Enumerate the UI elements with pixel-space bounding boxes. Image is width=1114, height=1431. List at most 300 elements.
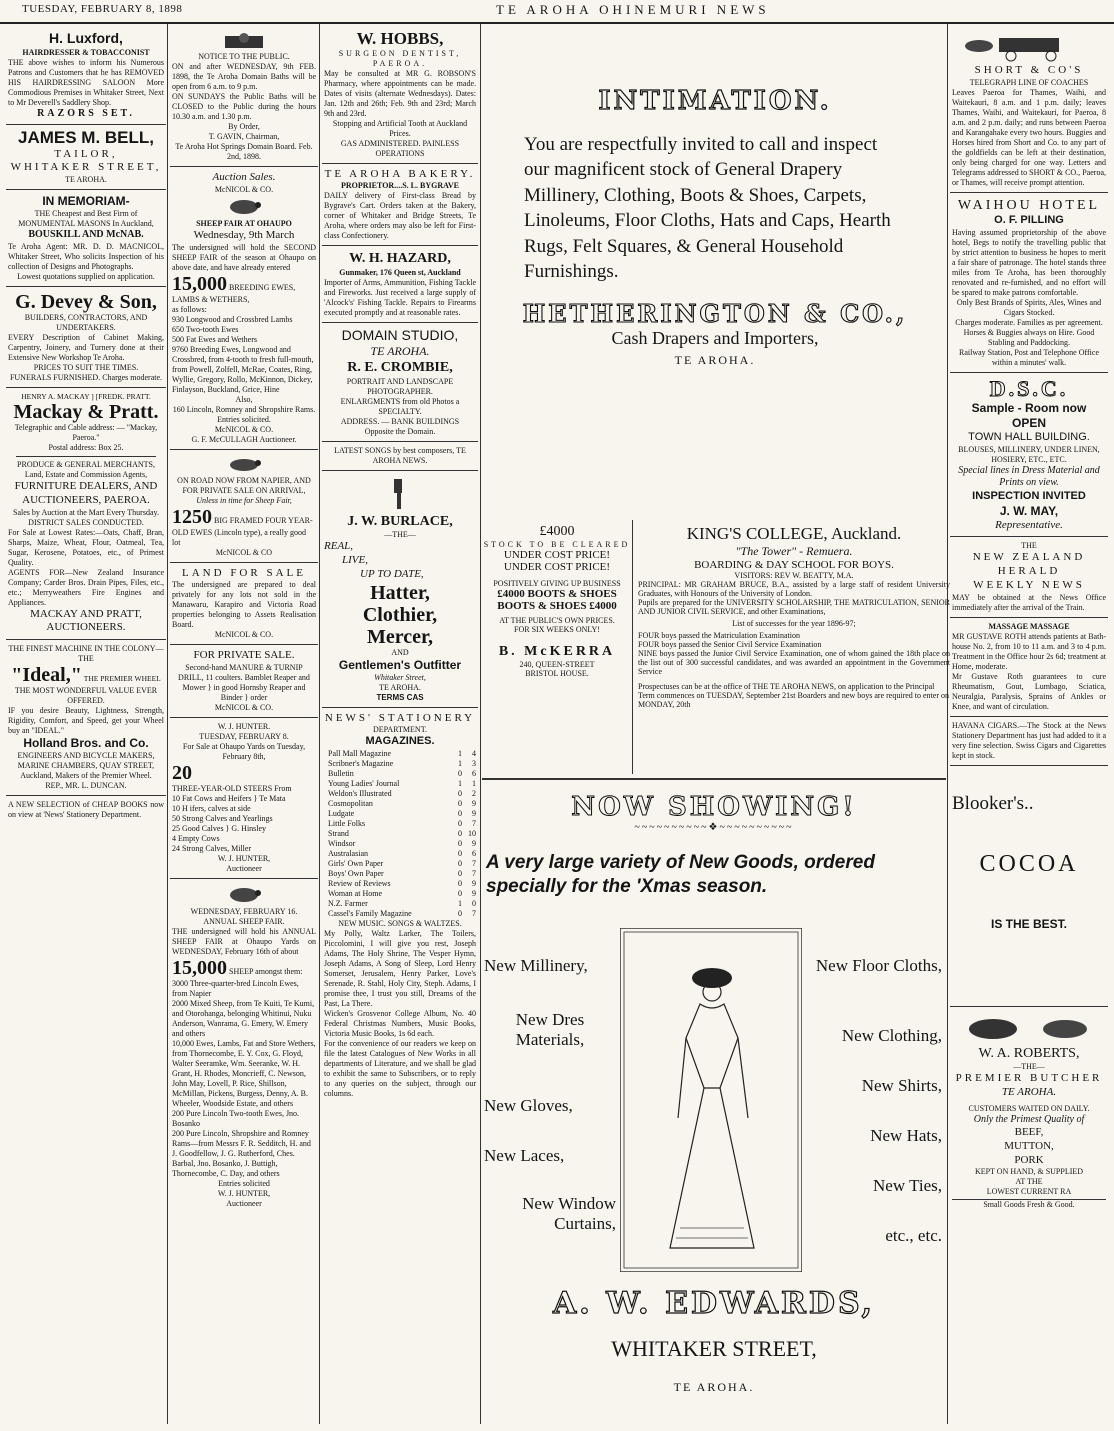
showing-right-item: New Floor Cloths,	[815, 956, 942, 975]
showing-left-item: New Window Curtains,	[522, 1194, 616, 1234]
studio-enl: ENLARGMENTS from old Photos a SPECIALTY.	[340, 396, 460, 416]
hobbs-stopping: Stopping and Artificial Tooth at Auckland Prices.	[332, 118, 468, 138]
ideal-bicycle-ad	[6, 640, 166, 796]
ideal-name: "Ideal,"	[11, 664, 82, 687]
magazine-pence: 7	[472, 909, 476, 919]
intimation-firm: HETHERINGTON & CO.,	[522, 298, 908, 328]
hazard-name: W. H. HAZARD,	[349, 251, 451, 267]
studio-role: PORTRAIT AND LANDSCAPE PHOTOGRAPHER.	[346, 376, 454, 396]
hobbs-name: W. HOBBS,	[356, 29, 444, 48]
baths-notice	[170, 26, 318, 167]
hunter-item: 24 Strong Calves, Miller	[172, 844, 252, 853]
magazine-title: Review of Reviews	[328, 879, 391, 889]
herald-the: THE	[1021, 541, 1037, 551]
magazine-row	[328, 889, 476, 899]
stock-house: BRISTOL HOUSE.	[525, 669, 589, 678]
stock-amount: £4000	[539, 524, 575, 539]
roberts-kept: KEPT ON HAND, & SUPPLIED	[974, 1167, 1084, 1177]
blooker-best: IS THE BEST.	[990, 916, 1067, 931]
kings-title: KING'S COLLEGE, Auckland.	[686, 524, 902, 543]
auction-title: Auction Sales.	[212, 171, 276, 183]
ideal-firmtext: ENGINEERS AND BICYCLE MAKERS, MARINE CHAMBERS, QUAY STREET, Auckland, Makers of the Premier Wheel.	[17, 751, 155, 781]
magazine-pence: 4	[472, 749, 476, 759]
column-2	[170, 26, 318, 1422]
magazine-row	[328, 869, 476, 879]
dsc-sample: Sample - Room now	[971, 401, 1087, 416]
kings-s2: FOUR boys passed the Senior Civil Service Examination	[638, 640, 822, 649]
magazine-row	[328, 809, 476, 819]
mackay-auctioneers: AUCTIONEERS, PAEROA.	[22, 493, 150, 506]
hazard-ad	[322, 246, 478, 323]
lady-illustration	[620, 928, 802, 1272]
land-text: The undersigned are prepared to deal privately for any lots not sold in the Manawaru, Karapiro and Victoria Road properties belonging to Assets Realisation Board.	[172, 580, 316, 630]
land-firm: McNICOL & CO.	[214, 630, 274, 640]
notice-order: By Order,	[228, 122, 260, 131]
waihou-brands: Only Best Brands of Spirits, Ales, Wines and Cigars Stocked.	[956, 298, 1102, 317]
stock-addr: 240, QUEEN-STREET	[519, 660, 595, 669]
roberts-only: Only the Primest Quality of	[973, 1113, 1085, 1125]
stock-under2: UNDER COST PRICE!	[503, 561, 611, 573]
stationery-title: NEWS' STATIONERY	[324, 711, 476, 724]
magazine-list	[324, 749, 476, 919]
hunter-item: 10 H ifers, calves at side	[172, 804, 251, 813]
burlace-clothier: Clothier,	[362, 603, 438, 626]
hobbs-gas: GAS ADMINISTERED. PAINLESS OPERATIONS	[340, 138, 460, 158]
magazine-shillings: 1	[458, 779, 462, 789]
magazine-shillings: 0	[458, 769, 462, 779]
bell-name: JAMES M. BELL,	[17, 128, 154, 147]
massage-title: MASSAGE MASSAGE	[988, 621, 1070, 631]
annual-sign: W. J. HUNTER,	[217, 1189, 271, 1198]
magazine-title: Pall Mall Magazine	[328, 749, 392, 759]
bakery-title: TE AROHA BAKERY.	[324, 167, 476, 180]
stationery-dept: DEPARTMENT.	[373, 725, 427, 735]
sheepfair-item: 9760 Breeding Ewes, Longwood and Crossbred, from 4-tooth to fresh full-mouth, from Powell, Zolfell, McRae, Coates, Ring, Wyllie, Gregory, Rollo, McKinnon, Dickey, Finlayson, Buckland, Grice, Hine	[172, 344, 314, 394]
dsc-ad	[950, 373, 1108, 537]
dsc-insp: INSPECTION INVITED	[972, 489, 1086, 502]
annual-item: 3000 Three-quarter-bred Lincoln Ewes, from Napier	[172, 979, 299, 998]
studio-ad	[322, 323, 478, 442]
hunter-date: TUESDAY, FEBRUARY 8.	[199, 732, 289, 741]
short-coaches-ad	[950, 26, 1108, 193]
magazine-shillings: 0	[458, 799, 462, 809]
dsc-title: D.S.C.	[989, 376, 1069, 401]
burlace-ad	[322, 471, 478, 708]
magazine-row	[328, 829, 476, 839]
burlace-real: REAL,	[324, 540, 354, 553]
column-rule	[480, 24, 481, 1424]
magazine-pence: 9	[472, 889, 476, 899]
devey-prices: PRICES TO SUIT THE TIMES.	[33, 362, 139, 372]
column-1	[6, 26, 166, 1422]
roberts-mutton: MUTTON,	[1004, 1139, 1054, 1152]
coach-icon	[959, 32, 1099, 62]
mackay-footer: MACKAY AND PRATT, AUCTIONEERS.	[30, 607, 142, 634]
kings-prospectus: Prospectuses can be at the office of THE TE AROHA NEWS, on application to the Principal	[638, 682, 935, 691]
waihou-hotel-ad	[950, 193, 1108, 373]
memoriam-firm: BOUSKILL AND McNAB.	[28, 229, 144, 241]
magazine-title: Cassel's Family Magazine	[328, 909, 412, 919]
hunter-count: 20	[172, 762, 192, 784]
roberts-town: TE AROHA.	[1001, 1085, 1057, 1098]
memoriam-text: THE Cheapest and Best Firm of MONUMENTAL MASONS In Auckland,	[18, 209, 154, 229]
magazine-shillings: 0	[458, 819, 462, 829]
waihou-title: WAIHOU HOTEL	[957, 197, 1101, 213]
roberts-title: PREMIER BUTCHER	[955, 1072, 1103, 1085]
luxford-trade: HAIRDRESSER & TOBACCONIST	[22, 47, 150, 57]
sheepfair-firm: McNICOL & CO.	[214, 424, 274, 434]
magazine-shillings: 0	[458, 879, 462, 889]
showing-town: TE AROHA.	[673, 1380, 755, 1394]
herald-ad	[950, 537, 1108, 617]
burlace-mercer: Mercer,	[366, 625, 434, 648]
stationery-ad	[322, 708, 478, 1104]
devey-trades: BUILDERS, CONTRACTORS, AND UNDERTAKERS.	[24, 312, 148, 332]
stock-clearance-ad	[482, 520, 633, 774]
stationery-musictext: My Polly, Waltz Larker, The Toilers, Piccolomini, I will give you rest, Joseph Adams, The Holy Shrine, The Vesper Hymn, Joseph Adams, A Song of Sleep, Lord Henry Somerset, Jerusalem, Henry Parker, Love's Serenade, R. Stahl, Holy City, Steph. Adams, I promise thee, I trust you still, Dreams of the Past, La There.	[324, 929, 476, 1009]
showing-title: NOW SHOWING!	[571, 792, 857, 822]
bakery-ad	[322, 164, 478, 247]
intimation-ad	[484, 28, 946, 514]
hunter-item: 4 Empty Cows	[172, 834, 220, 843]
massage-cure: Mr Gustave Roth guarantees to cure Rheumatism, Gout, Lumbago, Sciatica, Neuralgia, Paralysis, Sprains of Ankles or Knee, and want of circulation.	[952, 671, 1106, 711]
devey-ad	[6, 287, 166, 388]
blooker-ad	[950, 766, 1108, 1007]
magazine-pence: 7	[472, 869, 476, 879]
mackay-forsale: For Sale at Lowest Rates:—Oats, Chaff, Bran, Sharps, Maize, Wheat, Flour, Oatmeal, Tea, Sugar, Kerosene, Potatoes, etc., of Primest Quality.	[8, 527, 164, 567]
magazine-title: Girls' Own Paper	[328, 859, 384, 869]
roberts-butcher-ad	[950, 1007, 1108, 1215]
showing-left-item: New Laces,	[484, 1146, 565, 1165]
sheep-icon	[224, 456, 264, 474]
magazine-title: Woman at Home	[328, 889, 383, 899]
bakery-prop: PROPRIETOR....S. L. BYGRAVE	[341, 181, 459, 191]
devey-name: G. Devey & Son,	[15, 290, 157, 313]
magazine-row	[328, 899, 476, 909]
waihou-name: O. F. PILLING	[994, 214, 1064, 227]
showing-tag: A very large variety of New Goods, ordered specially for the 'Xmas season.	[486, 852, 875, 897]
mackay-postal: Postal address: Box 25.	[48, 443, 124, 453]
auction-sales	[170, 167, 318, 450]
massage-text: MR GUSTAVE ROTH attends patients at Bath-house No. 2, from 10 to 11 a.m. and 3 to 4 p.m. Treatment in the Office hour 2s 6d; treatment at Home, moderate.	[952, 631, 1106, 671]
magazine-pence: 0	[472, 899, 476, 909]
devey-funerals: FUNERALS FURNISHED. Charges moderate.	[9, 372, 163, 382]
auction-firm: McNICOL & CO.	[214, 184, 274, 194]
hobbs-text: May be consulted at MR G. ROBSON'S Pharmacy, where appointments can be made. Dates of visits (alternate Wednesdays). Dates: Jan. 12th and 26th; Feb. 9th and 23rd; March 9th and 23rd.	[324, 68, 476, 118]
memoriam-agent: Te Aroha Agent: MR. D. D. MACNICOL, Whitaker Street, Who solicits Inspection of his collection of Designs and Photographs.	[8, 241, 164, 271]
stock-firm: B. McKERRA	[498, 644, 616, 659]
magazine-title: Bulletin	[328, 769, 354, 779]
waihou-railway: Railway Station, Post and Telephone Office within a minutes' walk.	[958, 348, 1099, 367]
showing-right-item: New Shirts,	[861, 1076, 942, 1095]
private-sale-ad	[170, 645, 318, 718]
kings-principal: PRINCIPAL: MR GRAHAM BRUCE, B.A., assisted by a large staff of resident University Graduates, with Honours of the University of London.	[638, 580, 950, 598]
luxford-text: THE above wishes to inform his Numerous Patrons and Customers that he has REMOVED HIS HAIRDRESSING SALOON More Commodious Premises in Whitaker Street, Next to Mr Deverell's Saddlery Shop.	[8, 57, 164, 107]
annual-item: 2000 Mixed Sheep, from Te Kuiti, Te Kumi, and Otorohanga, belonging Whitinui, Nuku Anderson, Wanrama, G. Emery, W. Emery and others	[172, 999, 315, 1038]
magazine-pence: 9	[472, 809, 476, 819]
studio-opp: Opposite the Domain.	[364, 426, 436, 436]
stock-positive: POSITIVELY GIVING UP BUSINESS	[493, 579, 621, 588]
havana-ad	[950, 717, 1108, 766]
magazine-title: Ludgate	[328, 809, 355, 819]
magazine-pence: 3	[472, 759, 476, 769]
magazine-title: Young Ladies' Journal	[328, 779, 400, 789]
bell-street: WHITAKER STREET,	[10, 161, 162, 174]
massage-ad	[950, 618, 1108, 717]
hobbs-title: SURGEON DENTIST, PAEROA.	[338, 48, 462, 68]
mackay-name: Mackay & Pratt.	[13, 401, 159, 424]
kings-s1: FOUR boys passed the Matriculation Examination	[638, 631, 800, 640]
hunter-item: 25 Good Calves } G. Hinsley	[172, 824, 267, 833]
magazine-row	[328, 909, 476, 919]
songs-ad	[322, 442, 478, 471]
roberts-pork: PORK	[1014, 1153, 1044, 1166]
notice-text: ON and after WEDNESDAY, 9th FEB. 1898, the Te Aroha Domain Baths will be open from 6 a.m. to 9 p.m.	[172, 62, 316, 91]
stationery-mag: MAGAZINES.	[365, 735, 435, 748]
short-title: SHORT & CO'S	[974, 64, 1084, 76]
showing-right-item: New Ties,	[873, 1176, 942, 1195]
kings-pupils: Pupils are prepared for the UNIVERSITY SCHOLARSHIP, THE MATRICULATION, SENIOR AND JUNIOR CIVIL SERVICE, and other Examinations,	[638, 598, 950, 616]
sheepfair-text: The undersigned will hold the SECOND SHEEP FAIR of the season at Ohaupo on above date, and have already entered	[172, 242, 316, 272]
magazine-title: Australasian	[328, 849, 368, 859]
blooker-name: Blooker's..	[952, 792, 1034, 814]
magazine-title: Strand	[328, 829, 349, 839]
burlace-outfitter: Gentlemen's Outfitter	[338, 657, 462, 672]
hunter-item: 50 Strong Calves and Yearlings	[172, 814, 273, 823]
magazine-shillings: 0	[458, 789, 462, 799]
stock-boots: £4000 BOOTS & SHOES BOOTS & SHOES £4000	[497, 588, 617, 612]
livestock-icon	[959, 1013, 1099, 1043]
burlace-hatter: Hatter,	[370, 581, 430, 604]
column-5	[950, 26, 1108, 1422]
napier-count: 1250	[172, 505, 212, 528]
annual-item: 200 Pure Lincoln, Shropshire and Romney Rams—from Messrs F. R. Sedditch, H. and J. Goodfellow, J. G. Rutherford, Ches. Barbal, Jno. Bosanko, J. Buttigh, Thornecombe, C. Day, and others	[172, 1129, 311, 1178]
annual-item: 10,000 Ewes, Lambs, Fat and Store Wethers, from Thornecombe, E. Y. Cox, G. Floyd, Walter Seeramke, Wm. Seeranke, W. H. Grant, H. Rhodes, Moncrieff, C. Newson, John May, Lovell, P. Rice, Shillson, McMillan, Pickens, Burgess, Denny, A. B. Wheeler, Woodside Estate, and others	[172, 1039, 316, 1108]
showing-firm: A. W. EDWARDS,	[553, 1286, 875, 1321]
sheepfair-item: 650 Two-tooth Ewes	[172, 324, 239, 334]
ideal-text: IF you desire Beauty, Lightness, Strength, Rigidity, Comfort, and Speed, get your Wheel buy an "IDEAL."	[8, 706, 164, 736]
magazine-shillings: 1	[458, 899, 462, 909]
sheepfair-auctioneer: G. F. McCULLAGH Auctioneer.	[191, 434, 297, 444]
magazine-pence: 6	[472, 769, 476, 779]
roberts-cust: CUSTOMERS WAITED ON DAILY.	[968, 1103, 1090, 1113]
dsc-name: J. W. MAY,	[999, 503, 1059, 518]
roberts-name: W. A. ROBERTS,	[978, 1045, 1080, 1061]
stationery-wickens: Wicken's Grosvenor College Album, No. 40 Federal Christmas Numbers, Music Books, Victoria Music Books, 1s 6d each.	[324, 1009, 476, 1039]
showing-right-item: etc., etc.	[885, 1226, 942, 1245]
napier-countlabel: BIG FRAMED FOUR YEAR-OLD EWES (Lincoln type), a really good lot	[172, 515, 313, 547]
crest-icon	[219, 32, 269, 50]
magazine-title: Windsor	[328, 839, 356, 849]
pointing-hand-icon	[388, 477, 412, 511]
dsc-blouses: BLOUSES, MILLINERY, UNDER LINEN, HOSIERY, ETC., ETC.	[958, 444, 1100, 464]
dsc-special: Special lines in Dress Material and Prints on view.	[958, 464, 1100, 489]
magazine-shillings: 1	[458, 759, 462, 769]
burlace-and: AND	[391, 647, 409, 657]
showing-left-item: New Millinery,	[484, 956, 588, 975]
mackay-agents: AGENTS FOR—New Zealand Insurance Company; Carder Bros. Drain Pipes, Files, etc., etc.; Merryweathers Fire Engines and Appliances.	[8, 567, 164, 607]
kings-term: Term commences on TUESDAY, September 21st Boarders and new boys are required to enter on MONDAY, 20th	[638, 691, 949, 709]
waihou-horses: Horses & Buggies always on Hire. Good Stabling and Paddocking.	[963, 328, 1095, 347]
magazine-title: Weldon's Illustrated	[328, 789, 392, 799]
annual-role: Auctioneer	[226, 1199, 262, 1208]
dsc-rep: Representative.	[995, 518, 1063, 531]
magazine-pence: 2	[472, 789, 476, 799]
magazine-pence: 7	[472, 819, 476, 829]
hunter-sign: W. J. HUNTER,	[217, 854, 271, 863]
burlace-name: J. W. BURLACE,	[347, 513, 453, 529]
sheep-icon	[224, 885, 264, 905]
intimation-title: INTIMATION.	[598, 86, 832, 116]
annual-count: 15,000	[172, 957, 227, 979]
burlace-the: —THE—	[384, 530, 416, 540]
magazine-row	[328, 759, 476, 769]
magazine-row	[328, 769, 476, 779]
ornament-divider: ~~~~~~~~~~❖~~~~~~~~~~	[634, 822, 794, 833]
magazine-row	[328, 859, 476, 869]
magazine-title: Cosmopolitan	[328, 799, 373, 809]
bell-town: TE AROHA.	[65, 175, 107, 185]
column-rule	[319, 24, 320, 1424]
magazine-shillings: 0	[458, 869, 462, 879]
roberts-small: Small Goods Fresh & Good.	[952, 1199, 1106, 1210]
luxford-name: H. Luxford,	[49, 30, 123, 46]
magazine-title: N.Z. Farmer	[328, 899, 368, 909]
studio-name: R. E. CROMBIE,	[347, 360, 453, 376]
stationery-music: NEW MUSIC. SONGS & WALTZES.	[338, 919, 462, 929]
magazine-shillings: 0	[458, 859, 462, 869]
mackay-furniture: FURNITURE DEALERS, AND	[14, 480, 158, 493]
annual-item: 200 Pure Lincoln Two-tooth Ewes, Jno. Bosanko	[172, 1109, 300, 1128]
short-text: Leaves Paeroa for Thames, Waihi, and Waitekauri, 8 a.m. and 1 p.m. daily; leaves Thames, Waihi, and Waitekauri, for Paeroa, 8 a.m. and 2 p.m. daily; and runs between Paeroa and Karangahake every two hours. Buggies and Horses hired from Short and Co. to any part of the goldfields can be left at their destination, only being charged for one way. Letters and Telegrams addressed to SHORT & CO., Paeroa, or Thames, will receive prompt attention.	[952, 87, 1106, 187]
dsc-town: TOWN HALL BUILDING.	[968, 431, 1090, 444]
sheepfair-lincoln: 160 Lincoln, Romney and Shropshire Rams.	[172, 404, 316, 414]
ideal-line2: THE MOST WONDERFUL VALUE EVER OFFERED.	[14, 686, 158, 706]
stock-line1: STOCK TO BE CLEARED	[483, 540, 631, 549]
magazine-pence: 9	[472, 839, 476, 849]
roberts-lowest: LOWEST CURRENT RA	[986, 1187, 1072, 1197]
now-showing-ad	[482, 778, 946, 1430]
burlace-terms: TERMS CAS	[376, 692, 424, 702]
books-text: A NEW SELECTION of CHEAP BOOKS now on view at 'News' Stationery Department.	[8, 800, 164, 820]
studio-addr: ADDRESS. — BANK BUILDINGS	[340, 416, 460, 426]
magazine-row	[328, 839, 476, 849]
magazine-title: Boys' Own Paper	[328, 869, 384, 879]
land-ad	[170, 563, 318, 646]
ideal-premier: THE PREMIER WHEEL	[83, 674, 161, 684]
kings-board: BOARDING & DAY SCHOOL FOR BOYS.	[694, 559, 894, 571]
hunter-name: W. J. HUNTER.	[217, 722, 271, 731]
notice-sign: T. GAVIN, Chairman,	[208, 132, 280, 141]
hobbs-ad	[322, 26, 478, 164]
issue-date: TUESDAY, FEBRUARY 8, 1898	[22, 3, 183, 15]
sheep-icon	[224, 197, 264, 217]
waihou-charges: Charges moderate. Families as per agreement.	[955, 318, 1103, 327]
burlace-town: TE AROHA.	[379, 682, 421, 692]
memoriam-ad	[6, 190, 166, 287]
hunter-item: THREE-YEAR-OLD STEERS From	[172, 784, 292, 793]
masthead: TE AROHA OHINEMURI NEWS	[496, 2, 770, 17]
roberts-at: AT THE	[1015, 1177, 1043, 1187]
napier-title: ON ROAD NOW FROM NAPIER, AND FOR PRIVATE SALE ON ARRIVAL,	[177, 475, 311, 495]
sheepfair-title: SHEEP FAIR AT OHAUPO	[196, 218, 292, 228]
column-rule	[167, 24, 168, 1424]
kings-list: List of successes for the year 1896-97;	[732, 619, 856, 628]
ideal-rep: REP., MR. L. DUNCAN.	[45, 781, 127, 791]
annual-title: ANNUAL SHEEP FAIR.	[203, 917, 285, 926]
sheepfair-date: Wednesday, 9th March	[193, 228, 295, 241]
magazine-shillings: 0	[458, 839, 462, 849]
magazine-pence: 1	[472, 779, 476, 789]
short-sub: TELEGRAPH LINE OF COACHES	[969, 77, 1089, 87]
mackay-partners: HENRY A. MACKAY ] [FREDK. PRATT.	[21, 391, 151, 401]
magazine-shillings: 1	[458, 749, 462, 759]
magazine-shillings: 0	[458, 909, 462, 919]
bakery-text: DAILY delivery of First-class Bread by Bygrave's Cart. Orders taken at the Bakery, corner of Whitaker and Bridge Streets, Te Aroha, where orders may also be left for First-class Confectionery.	[324, 191, 476, 241]
ideal-line1: THE FINEST MACHINE IN THE COLONY—THE	[8, 644, 164, 664]
sheepfair-entries: Entries solicited.	[217, 414, 271, 424]
magazine-shillings: 0	[458, 889, 462, 899]
stock-under1: UNDER COST PRICE!	[503, 549, 611, 561]
hunter-item: 10 Fat Cows and Heifers } Te Mata	[172, 794, 286, 803]
annual-countlabel: SHEEP amongst them:	[229, 967, 303, 976]
magazine-row	[328, 819, 476, 829]
herald-text: MAY be obtained at the News Office immediately after the arrival of the Train.	[952, 592, 1106, 612]
herald-title: NEW ZEALAND HERALD	[972, 551, 1086, 578]
private-title: FOR PRIVATE SALE.	[193, 649, 295, 662]
havana-text: HAVANA CIGARS.—The Stock at the News Stationery Department has just had added to it a very fine selection. Swiss Cigars and Cigarettes kept in stock.	[952, 720, 1106, 760]
page-header	[0, 0, 1114, 24]
showing-right-item: New Hats,	[870, 1126, 942, 1145]
magazine-shillings: 0	[458, 829, 462, 839]
mackay-telegraphic: Telegraphic and Cable address: — "Mackay, Paeroa."	[14, 423, 158, 443]
songs-text: LATEST SONGS by best composers, TE AROHA NEWS.	[334, 445, 466, 465]
herald-weekly: WEEKLY NEWS	[973, 578, 1085, 591]
annual-date: WEDNESDAY, FEBRUARY 16.	[190, 907, 298, 916]
roberts-beef: BEEF,	[1014, 1126, 1044, 1139]
intimation-town: TE AROHA.	[674, 352, 756, 367]
magazine-title: Scribner's Magazine	[328, 759, 394, 769]
hunter-text: For Sale at Ohaupo Yards on Tuesday, February 8th,	[182, 742, 306, 761]
magazine-shillings: 0	[458, 809, 462, 819]
private-firm: McNICOL & CO.	[214, 703, 274, 712]
hazard-text: Importer of Arms, Ammunition, Fishing Tackle and Fireworks. Just received a large supply of 'Alcock's' Fishing Tackle. Repairs to Firearms executed promptly and at reasonable rates.	[324, 277, 476, 317]
burlace-uptodate: UP TO DATE,	[360, 567, 424, 580]
sheepfair-countlabel: BREEDING EWES, LAMBS & WETHERS,	[172, 282, 296, 304]
studio-town: TE AROHA.	[370, 344, 430, 359]
waihou-text: Having assumed proprietorship of the above hotel, Begs to notify the travelling public that by strict attention to business he hopes to merit a fair share of patronage. The hotel stands three miles from Te Aroha, has been thoroughly renovated and re-furnished, and no effort will be spared to make patrons comfortable.	[952, 228, 1106, 297]
magazine-row	[328, 749, 476, 759]
annual-fair-ad	[170, 879, 318, 1213]
sheepfair-also: Also,	[235, 394, 253, 404]
magazine-row	[328, 849, 476, 859]
magazine-row	[328, 789, 476, 799]
napier-ad	[170, 450, 318, 563]
dsc-open: OPEN	[1011, 416, 1046, 431]
sheepfair-item: 500 Fat Ewes and Wethers	[172, 334, 257, 344]
magazine-pence: 6	[472, 849, 476, 859]
memoriam-footer: Lowest quotations supplied on application.	[17, 271, 155, 281]
roberts-the: —THE—	[1013, 1062, 1045, 1072]
showing-street: WHITAKER STREET,	[611, 1336, 817, 1361]
stock-weeks: FOR SIX WEEKS ONLY!	[514, 625, 600, 634]
intimation-body: You are respectfully invited to call and inspect our magnificent stock of General Drapery Millinery, Clothing, Boots & Shoes, Carpets, Linoleums, Floor Cloths, Hats and Caps, Hearth Rugs, Felt Squares, & General Household Furnishings.	[524, 134, 891, 283]
kings-visitor: VISITORS: REV W. BEATTY, M.A.	[734, 571, 854, 580]
column-3	[322, 26, 478, 1422]
showing-left-item: New Gloves,	[484, 1096, 573, 1115]
magazine-pence: 7	[472, 859, 476, 869]
memoriam-title: IN MEMORIAM-	[42, 194, 130, 209]
